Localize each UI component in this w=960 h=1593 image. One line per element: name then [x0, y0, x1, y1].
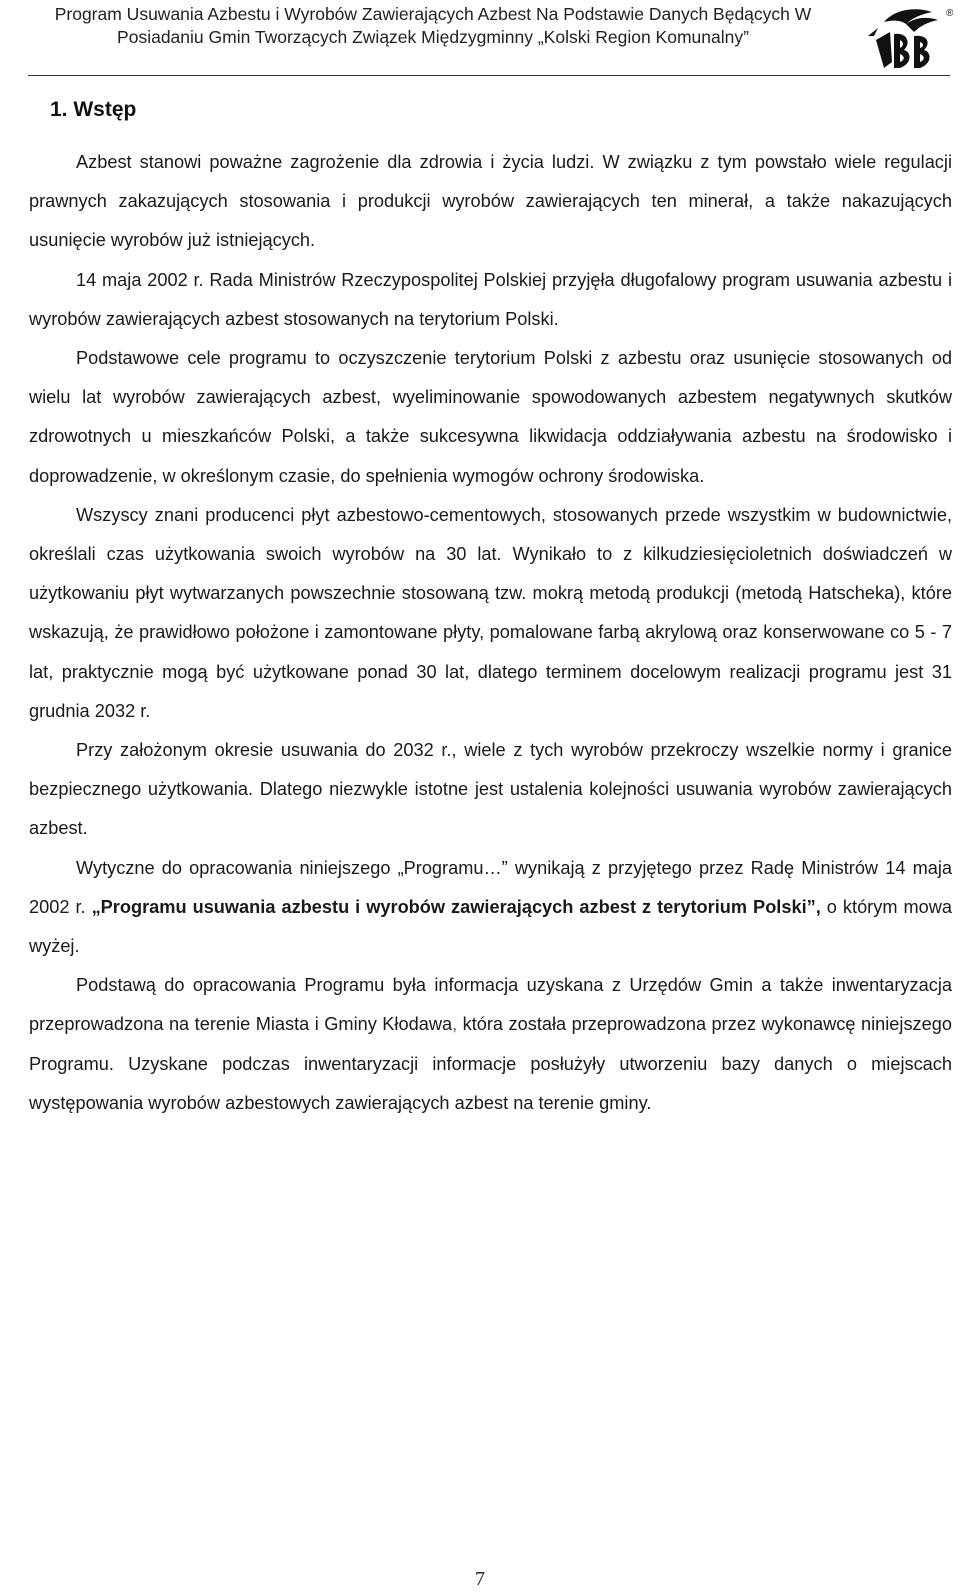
paragraph-7 — [29, 966, 952, 1123]
paragraph-6-tail: o którym mowa wyżej. — [29, 896, 953, 957]
page-number: 7 — [475, 1568, 485, 1590]
paragraph-3: Podstawowe cele programu to oczyszczenie terytorium Polski z azbestu oraz usunięcie stosowanych od wielu lat wyrobów zawierających azbest, wyeliminowanie spowodowanych azbestem negatywnych skutków zdrowotnych u mieszkańców Polski, a także sukcesywna likwidacja oddziaływania azbestu na środowisko i doprowadzenie, w określonym czasie, do spełnienia wymogów ochrony środowiska. — [29, 348, 952, 486]
document-body — [29, 143, 952, 1123]
paragraph-4: Wszyscy znani producenci płyt azbestowo-cementowych, stosowanych przede wszystkim w budownictwie, określali czas użytkowania swoich wyrobów na 30 lat. Wynikało to z kilkudziesięcioletnich doświadczeń w użytkowaniu płyt wytwarzanych powszechnie stosowaną tzw. mokrą metodą produkcji (metodą Hatscheka), które wskazują, że prawidłowo położone i zamontowane płyty, pomalowane farbą akrylową oraz konserwowane co 5 - 7 lat, praktycznie mogą być użytkowane ponad 30 lat, dlatego terminem docelowym realizacji programu jest 31 grudnia 2032 r. — [29, 504, 952, 721]
document-title: Program Usuwania Azbestu i Wyrobów Zawierających Azbest Na Podstawie Danych Będących W Posiadaniu Gmin Tworzących Związek Międzygminny „Kolski Region Komunalny” — [54, 4, 812, 47]
registered-mark: ® — [946, 8, 954, 19]
paragraph-6-text: Wytyczne do opracowania niniejszego „Programu…” wynikają z przyjętego przez Radę Ministrów 14 maja 2002 r. — [29, 857, 952, 917]
page-header — [0, 0, 960, 76]
paragraph-2: 14 maja 2002 r. Rada Ministrów Rzeczypospolitej Polskiej przyjęła długofalowy program usuwania azbestu i wyrobów zawierających azbest stosowanych na terytorium Polski. — [29, 269, 952, 329]
organization-logo — [854, 2, 954, 74]
program-title-bold: „Programu usuwania azbestu i wyrobów zawierających azbest z terytorium Polski”, — [91, 896, 821, 917]
paragraph-7-text: Podstawą do opracowania Programu była informacja uzyskana z Urzędów Gmin a także inwentaryzacja przeprowadzona na terenie Miasta i Gminy Kłodawa — [29, 975, 952, 1035]
section-heading: 1. Wstęp — [50, 98, 137, 121]
red-comma: , — [452, 1014, 458, 1035]
paragraph-6 — [29, 849, 952, 967]
paragraph-1: Azbest stanowi poważne zagrożenie dla zdrowia i życia ludzi. W związku z tym powstało wiele regulacji prawnych zakazujących stosowania i produkcji wyrobów zawierających ten minerał, a także nakazujących usunięcie wyrobów już istniejących. — [29, 152, 952, 251]
paragraph-5: Przy założonym okresie usuwania do 2032 r., wiele z tych wyrobów przekroczy wszelkie normy i granice bezpiecznego użytkowania. Dlatego niezwykle istotne jest ustalenia kolejności usuwania wyrobów zawierających azbest. — [29, 740, 952, 839]
header-divider — [28, 75, 950, 76]
paragraph-7-tail: która została przeprowadzona przez wykonawcę niniejszego Programu. Uzyskane podczas inwentaryzacji informacje posłużyły utworzeniu bazy danych o miejscach występowania wyrobów azbestowych zawierających azbest na terenie gminy. — [29, 1014, 952, 1113]
